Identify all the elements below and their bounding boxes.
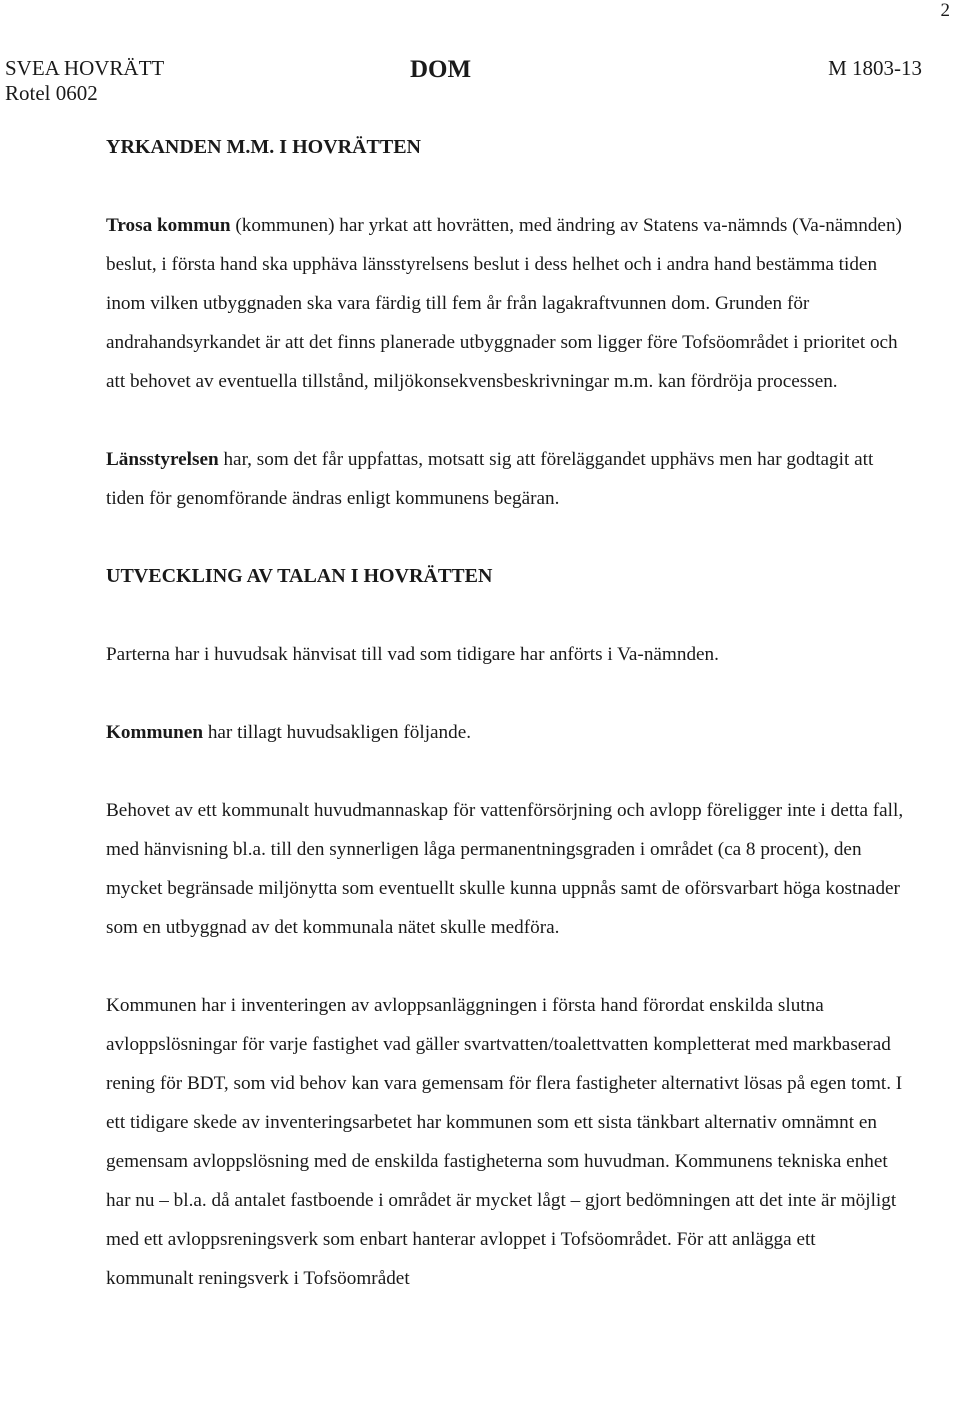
section-heading-development: UTVECKLING AV TALAN I HOVRÄTTEN	[106, 565, 493, 587]
page-number: 2	[940, 0, 950, 21]
court-name: SVEA HOVRÄTT	[5, 56, 165, 80]
party-name: Trosa kommun	[106, 215, 231, 236]
paragraph-text: har tillagt huvudsakligen följande.	[203, 722, 472, 743]
party-name: Länsstyrelsen	[106, 449, 219, 470]
section-heading-claims: YRKANDEN M.M. I HOVRÄTTEN	[106, 136, 421, 158]
paragraph-text: (kommunen) har yrkat att hovrätten, med ändring av Statens va-nämnds (Va-nämnden) beslut, i första hand ska upphäva länsstyrelsens beslut i dess helhet och i andra hand bestämma tiden inom vilken utbyggnaden ska vara färdig till fem år från lagakraftvunnen dom. Grunden för andrahandsyrkandet är att det finns planerade utbyggnader som ligger före Tofsöområdet i prioritet och att behovet av eventuella tillstånd, miljökonsekvensbeskrivningar m.m. kan fördröja processen.	[106, 215, 902, 392]
document-body	[106, 128, 906, 1298]
paragraph-municipality-addition	[106, 713, 906, 752]
document-type: DOM	[410, 56, 472, 83]
paragraph-municipality-claim	[106, 206, 906, 401]
paragraph-parties: Parterna har i huvudsak hänvisat till vad som tidigare har anförts i Va-nämnden.	[106, 644, 719, 665]
court-info	[5, 56, 164, 106]
paragraph-text: har, som det får uppfattas, motsatt sig att föreläggandet upphävs men har godtagit att tiden för genomförande ändras enligt kommunens begäran.	[106, 449, 874, 509]
document-header	[5, 56, 922, 106]
paragraph-inventory: Kommunen har i inventeringen av avloppsanläggningen i första hand förordat enskilda slutna avloppslösningar för varje fastighet vad gäller svartvatten/toalettvatten kompletterat med markbaserad rening för BDT, som vid behov kan vara gemensam för flera fastigheter alternativt lösas på egen tomt. I ett tidigare skede av inventeringsarbetet har kommunen som ett sista tänkbart alternativ omnämnt en gemensam avloppslösning med de enskilda fastigheterna som huvudman. Kommunens tekniska enhet har nu – bl.a. då antalet fastboende i området är mycket lågt – gjort bedömningen att det inte är möjligt med ett avloppsreningsverk som enbart hanterar avloppet i Tofsöområdet. För att anlägga ett kommunalt reningsverk i Tofsöområdet	[106, 995, 903, 1289]
paragraph-need: Behovet av ett kommunalt huvudmannaskap för vattenförsörjning och avlopp föreligger inte i detta fall, med hänvisning bl.a. till den synnerligen låga permanentningsgraden i området (ca 8 procent), den mycket begränsade miljönytta som eventuellt skulle kunna uppnås samt de oförsvarbart höga kostnader som en utbyggnad av det kommunala nätet skulle medföra.	[106, 800, 904, 938]
paragraph-county-board	[106, 440, 906, 518]
division-name: Rotel 0602	[5, 81, 98, 105]
party-name: Kommunen	[106, 722, 204, 743]
case-number: M 1803-13	[828, 56, 922, 80]
